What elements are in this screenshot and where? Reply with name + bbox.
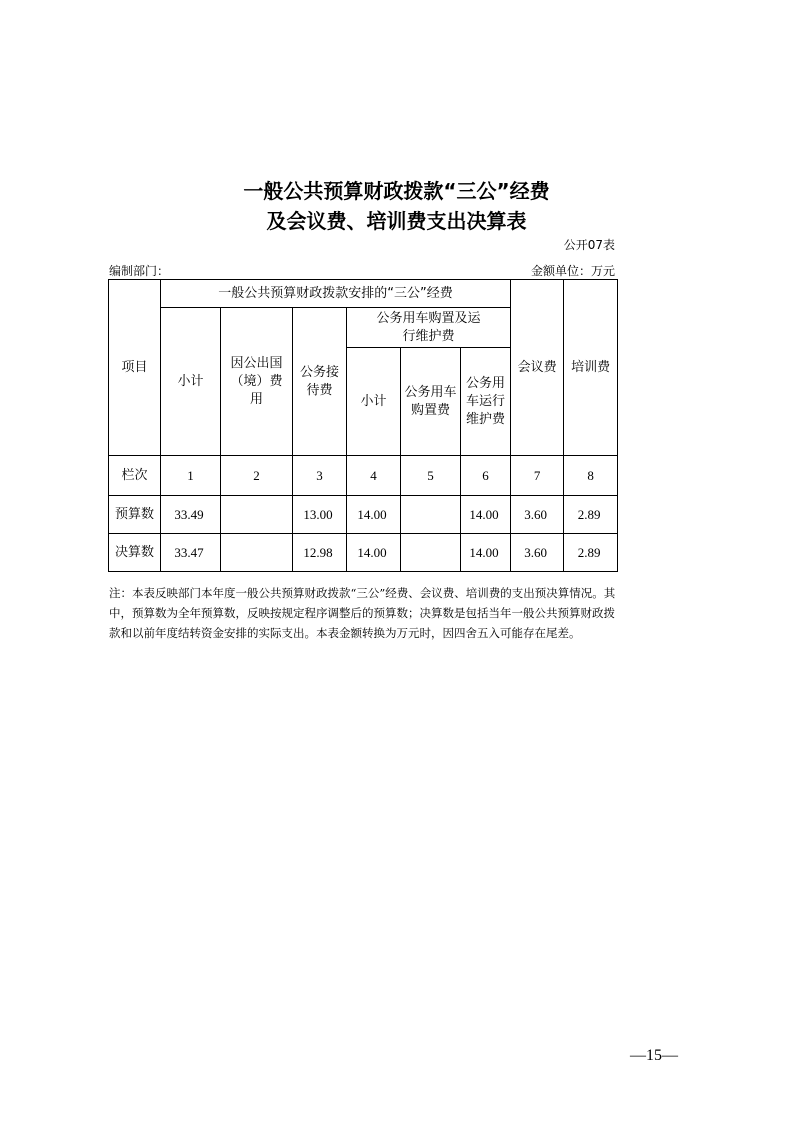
value-cell: 13.00 [293,496,347,534]
value-cell: 2.89 [564,496,618,534]
value-cell: 12.98 [293,534,347,572]
index-cell: 8 [564,456,618,496]
header-vehicle-operation: 公务用车运行维护费 [461,348,511,456]
index-cell: 2 [221,456,293,496]
table-row [109,534,618,572]
index-cell: 7 [511,456,564,496]
table-note: 注：本表反映部门本年度一般公共预算财政拨款“三公”经费、会议费、培训费的支出预决算情况。其中，预算数为全年预算数，反映按规定程序调整后的预算数；决算数是包括当年一般公共预算财政拨款和以前年度结转资金安排的实际支出。本表金额转换为万元时，因四舍五入可能存在尾差。 [109,586,616,640]
index-cell: 4 [347,456,401,496]
expenditure-table [108,279,618,572]
unit-label: 金额单位：万元 [530,264,615,278]
header-meeting: 会议费 [511,280,564,456]
index-cell: 6 [461,456,511,496]
value-cell: 14.00 [461,496,511,534]
index-row [109,456,618,496]
table-row [109,496,618,534]
header-vehicle-purchase: 公务用车购置费 [401,348,461,456]
value-cell: 2.89 [564,534,618,572]
value-cell [221,496,293,534]
value-cell: 33.49 [161,496,221,534]
row-label: 预算数 [109,496,161,534]
header-subtotal: 小计 [161,308,221,456]
row-label: 决算数 [109,534,161,572]
index-cell: 3 [293,456,347,496]
header-vehicle: 公务用车购置及运行维护费 [347,308,511,348]
header-group: 一般公共预算财政拨款安排的“三公”经费 [161,280,511,308]
header-vehicle-subtotal: 小计 [347,348,401,456]
value-cell [221,534,293,572]
value-cell [401,496,461,534]
row-label: 栏次 [109,456,161,496]
header-item: 项目 [109,280,161,456]
value-cell: 14.00 [347,496,401,534]
index-cell: 5 [401,456,461,496]
value-cell: 3.60 [511,534,564,572]
index-cell: 1 [161,456,221,496]
value-cell: 33.47 [161,534,221,572]
value-cell [401,534,461,572]
value-cell: 14.00 [461,534,511,572]
header-training: 培训费 [564,280,618,456]
form-number: 公开07表 [563,238,615,252]
page-number: —15— [630,1047,678,1064]
value-cell: 14.00 [347,534,401,572]
table-title-line2: 及会议费、培训费支出决算表 [266,209,527,233]
header-reception: 公务接待费 [293,308,347,456]
org-label: 编制部门： [109,264,170,278]
value-cell: 3.60 [511,496,564,534]
header-abroad: 因公出国（境）费用 [221,308,293,456]
table-title-line1: 一般公共预算财政拨款“三公”经费 [243,179,550,203]
